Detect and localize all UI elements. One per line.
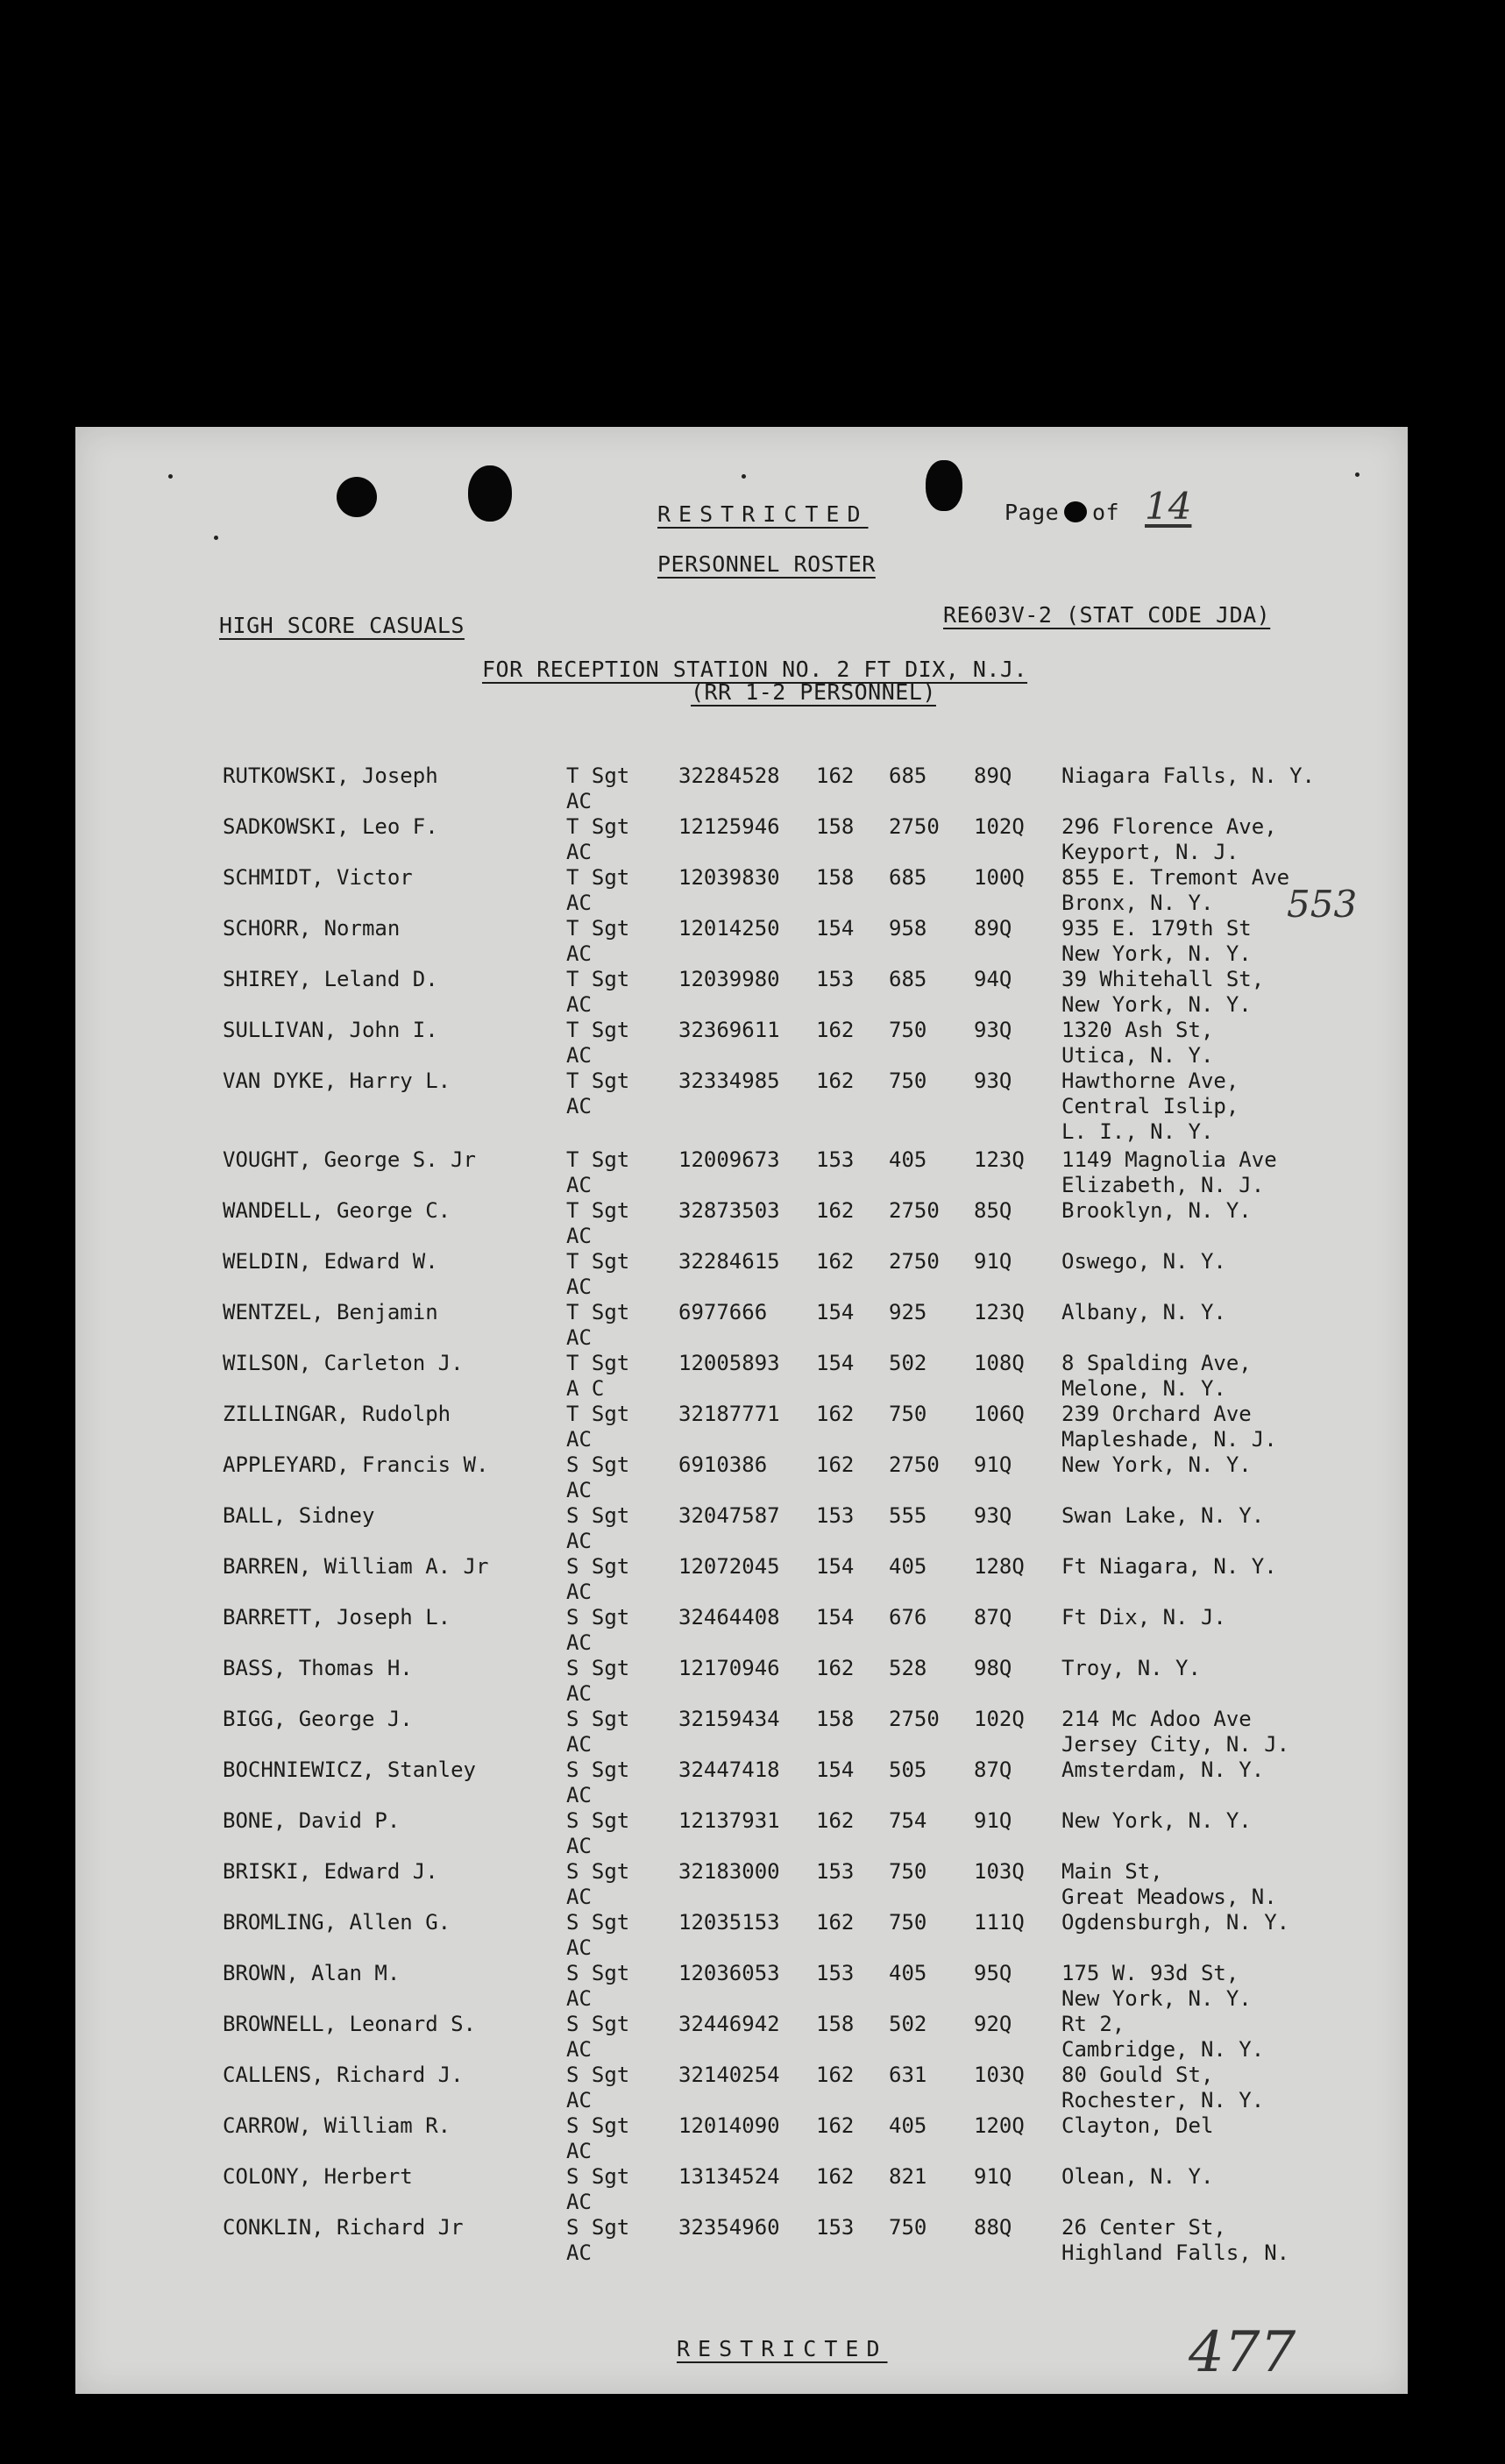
table-row: [75, 916, 1408, 967]
component-code: AC: [566, 1094, 592, 1118]
address-line: New York, N. Y.: [1061, 941, 1252, 966]
component-code: AC: [566, 1427, 592, 1452]
component-code: AC: [566, 1580, 592, 1604]
classification-header: RESTRICTED: [657, 501, 869, 527]
mos-code: 158: [816, 2012, 855, 2036]
component-code: AC: [566, 1529, 592, 1553]
mos-code: 154: [816, 1554, 855, 1579]
mos-code: 154: [816, 1757, 855, 1782]
grade: T Sgt: [566, 1147, 630, 1172]
serial-number: 12014250: [678, 916, 780, 941]
grade: T Sgt: [566, 1300, 630, 1324]
serial-number: 32284615: [678, 1249, 780, 1274]
points: 750: [889, 1402, 927, 1426]
grade: T Sgt: [566, 814, 630, 839]
grade: S Sgt: [566, 2012, 630, 2036]
soldier-name: WILSON, Carleton J.: [223, 1351, 464, 1375]
serial-number: 12035153: [678, 1910, 780, 1935]
serial-number: 12009673: [678, 1147, 780, 1172]
grade: S Sgt: [566, 2215, 630, 2240]
bottom-annotation-number: 477: [1189, 2320, 1296, 2385]
component-code: AC: [566, 2240, 592, 2265]
address-line: 39 Whitehall St,: [1061, 967, 1265, 991]
mos-code: 154: [816, 1351, 855, 1375]
grade: T Sgt: [566, 1018, 630, 1042]
points: 750: [889, 1018, 927, 1042]
mos-code: 158: [816, 1707, 855, 1731]
page-title: PERSONNEL ROSTER: [657, 551, 876, 577]
address-line: Cambridge, N. Y.: [1061, 2037, 1265, 2062]
grade: S Sgt: [566, 1757, 630, 1782]
mos-code: 153: [816, 967, 855, 991]
table-row: [75, 1147, 1408, 1198]
mos-code: 162: [816, 763, 855, 788]
serial-number: 32334985: [678, 1069, 780, 1093]
destination-line: FOR RECEPTION STATION NO. 2 FT DIX, N.J.: [482, 657, 1028, 682]
table-row: [75, 1198, 1408, 1249]
score: 94Q: [974, 967, 1012, 991]
score: 103Q: [974, 1859, 1025, 1884]
address-line: Amsterdam, N. Y.: [1061, 1757, 1265, 1782]
points: 958: [889, 916, 927, 941]
serial-number: 12039980: [678, 967, 780, 991]
address-line: Rochester, N. Y.: [1061, 2088, 1265, 2113]
grade: T Sgt: [566, 916, 630, 941]
score: 87Q: [974, 1757, 1012, 1782]
score: 93Q: [974, 1503, 1012, 1528]
component-code: A C: [566, 1376, 605, 1401]
grade: T Sgt: [566, 1249, 630, 1274]
score: 123Q: [974, 1300, 1025, 1324]
points: 2750: [889, 1249, 940, 1274]
serial-number: 32354960: [678, 2215, 780, 2240]
soldier-name: CARROW, William R.: [223, 2113, 451, 2138]
soldier-name: RUTKOWSKI, Joseph: [223, 763, 438, 788]
soldier-name: COLONY, Herbert: [223, 2164, 413, 2189]
score: 98Q: [974, 1656, 1012, 1680]
table-row: [75, 814, 1408, 865]
mos-code: 162: [816, 1069, 855, 1093]
component-code: AC: [566, 1935, 592, 1960]
grade: T Sgt: [566, 967, 630, 991]
table-row: [75, 1018, 1408, 1069]
score: 100Q: [974, 865, 1025, 890]
component-code: AC: [566, 891, 592, 915]
address-line: Central Islip,: [1061, 1094, 1239, 1118]
points: 555: [889, 1503, 927, 1528]
component-code: AC: [566, 1783, 592, 1807]
side-annotation-number: 553: [1287, 883, 1358, 926]
address-line: Oswego, N. Y.: [1061, 1249, 1226, 1274]
table-row: [75, 1961, 1408, 2012]
score: 91Q: [974, 2164, 1012, 2189]
serial-number: 13134524: [678, 2164, 780, 2189]
soldier-name: BONE, David P.: [223, 1808, 401, 1833]
address-line: Melone, N. Y.: [1061, 1376, 1226, 1401]
score: 91Q: [974, 1808, 1012, 1833]
grade: T Sgt: [566, 1198, 630, 1223]
grade: S Sgt: [566, 2063, 630, 2087]
mos-code: 153: [816, 1147, 855, 1172]
table-row: [75, 1069, 1408, 1144]
score: 91Q: [974, 1452, 1012, 1477]
mos-code: 162: [816, 1808, 855, 1833]
points: 405: [889, 1554, 927, 1579]
address-line: Brooklyn, N. Y.: [1061, 1198, 1252, 1223]
points: 754: [889, 1808, 927, 1833]
serial-number: 12005893: [678, 1351, 780, 1375]
score: 85Q: [974, 1198, 1012, 1223]
soldier-name: WENTZEL, Benjamin: [223, 1300, 438, 1324]
component-code: AC: [566, 2088, 592, 2113]
document-page: [75, 427, 1408, 2394]
score: 108Q: [974, 1351, 1025, 1375]
component-code: AC: [566, 1173, 592, 1197]
points: 685: [889, 865, 927, 890]
score: 89Q: [974, 916, 1012, 941]
address-line: 239 Orchard Ave: [1061, 1402, 1252, 1426]
address-line: L. I., N. Y.: [1061, 1119, 1214, 1144]
grade: S Sgt: [566, 1656, 630, 1680]
mos-code: 162: [816, 1018, 855, 1042]
grade: S Sgt: [566, 1452, 630, 1477]
serial-number: 32447418: [678, 1757, 780, 1782]
serial-number: 12125946: [678, 814, 780, 839]
soldier-name: BROWN, Alan M.: [223, 1961, 401, 1985]
unit-name: HIGH SCORE CASUALS: [219, 613, 465, 638]
address-line: Jersey City, N. J.: [1061, 1732, 1290, 1757]
soldier-name: WELDIN, Edward W.: [223, 1249, 438, 1274]
table-row: [75, 2215, 1408, 2266]
score: 93Q: [974, 1069, 1012, 1093]
score: 87Q: [974, 1605, 1012, 1630]
address-line: Ogdensburgh, N. Y.: [1061, 1910, 1290, 1935]
address-line: 80 Gould St,: [1061, 2063, 1214, 2087]
soldier-name: CONKLIN, Richard Jr: [223, 2215, 464, 2240]
page-label: Page: [1005, 500, 1060, 525]
table-row: [75, 1808, 1408, 1859]
mos-code: 158: [816, 865, 855, 890]
component-code: AC: [566, 1986, 592, 2011]
mos-code: 162: [816, 1198, 855, 1223]
serial-number: 32140254: [678, 2063, 780, 2087]
grade: S Sgt: [566, 1910, 630, 1935]
points: 750: [889, 2215, 927, 2240]
serial-number: 6977666: [678, 1300, 768, 1324]
mos-code: 162: [816, 2164, 855, 2189]
address-line: Clayton, Del: [1061, 2113, 1214, 2138]
grade: S Sgt: [566, 1503, 630, 1528]
points: 2750: [889, 1707, 940, 1731]
table-row: [75, 1351, 1408, 1402]
punch-hole-right: [926, 460, 962, 511]
component-code: AC: [566, 1224, 592, 1248]
score: 123Q: [974, 1147, 1025, 1172]
score: 102Q: [974, 1707, 1025, 1731]
page-number-blot: [1064, 501, 1087, 522]
grade: T Sgt: [566, 1351, 630, 1375]
address-line: Great Meadows, N.: [1061, 1885, 1277, 1909]
address-line: Ft Niagara, N. Y.: [1061, 1554, 1277, 1579]
grade: S Sgt: [566, 1961, 630, 1985]
points: 685: [889, 967, 927, 991]
component-code: AC: [566, 1630, 592, 1655]
component-code: AC: [566, 1834, 592, 1858]
soldier-name: SULLIVAN, John I.: [223, 1018, 438, 1042]
serial-number: 32464408: [678, 1605, 780, 1630]
classification-footer: RESTRICTED: [677, 2336, 888, 2361]
points: 2750: [889, 814, 940, 839]
grade: S Sgt: [566, 1605, 630, 1630]
table-row: [75, 1503, 1408, 1554]
address-line: 1320 Ash St,: [1061, 1018, 1214, 1042]
table-row: [75, 1554, 1408, 1605]
soldier-name: WANDELL, George C.: [223, 1198, 451, 1223]
serial-number: 32159434: [678, 1707, 780, 1731]
score: 91Q: [974, 1249, 1012, 1274]
serial-number: 12014090: [678, 2113, 780, 2138]
table-row: [75, 1656, 1408, 1707]
table-row: [75, 1402, 1408, 1452]
soldier-name: BROWNELL, Leonard S.: [223, 2012, 476, 2036]
paper-speck: [1355, 472, 1359, 477]
serial-number: 32183000: [678, 1859, 780, 1884]
grade: S Sgt: [566, 1707, 630, 1731]
address-line: Mapleshade, N. J.: [1061, 1427, 1277, 1452]
address-line: Rt 2,: [1061, 2012, 1125, 2036]
table-row: [75, 2164, 1408, 2215]
serial-number: 12137931: [678, 1808, 780, 1833]
serial-number: 12036053: [678, 1961, 780, 1985]
points: 502: [889, 2012, 927, 2036]
soldier-name: VAN DYKE, Harry L.: [223, 1069, 451, 1093]
component-code: AC: [566, 789, 592, 813]
grade: S Sgt: [566, 2113, 630, 2138]
points: 2750: [889, 1452, 940, 1477]
table-row: [75, 967, 1408, 1018]
address-line: Utica, N. Y.: [1061, 1043, 1214, 1068]
score: 102Q: [974, 814, 1025, 839]
points: 405: [889, 1147, 927, 1172]
score: 89Q: [974, 763, 1012, 788]
address-line: Ft Dix, N. J.: [1061, 1605, 1226, 1630]
table-row: [75, 2063, 1408, 2113]
points: 676: [889, 1605, 927, 1630]
address-line: Olean, N. Y.: [1061, 2164, 1214, 2189]
address-line: New York, N. Y.: [1061, 1808, 1252, 1833]
points: 631: [889, 2063, 927, 2087]
soldier-name: BARREN, William A. Jr: [223, 1554, 489, 1579]
soldier-name: SADKOWSKI, Leo F.: [223, 814, 438, 839]
address-line: 1149 Magnolia Ave: [1061, 1147, 1277, 1172]
points: 685: [889, 763, 927, 788]
component-code: AC: [566, 1325, 592, 1350]
stat-code: RE603V-2 (STAT CODE JDA): [943, 602, 1271, 628]
address-line: Swan Lake, N. Y.: [1061, 1503, 1265, 1528]
mos-code: 153: [816, 1503, 855, 1528]
grade: T Sgt: [566, 1069, 630, 1093]
table-row: [75, 1859, 1408, 1910]
address-line: New York, N. Y.: [1061, 992, 1252, 1017]
soldier-name: APPLEYARD, Francis W.: [223, 1452, 489, 1477]
serial-number: 32047587: [678, 1503, 780, 1528]
component-code: AC: [566, 941, 592, 966]
serial-number: 32187771: [678, 1402, 780, 1426]
serial-number: 32284528: [678, 763, 780, 788]
grade: T Sgt: [566, 763, 630, 788]
mos-code: 153: [816, 2215, 855, 2240]
serial-number: 32369611: [678, 1018, 780, 1042]
paper-speck: [168, 474, 173, 479]
soldier-name: BIGG, George J.: [223, 1707, 413, 1731]
table-row: [75, 1757, 1408, 1808]
component-code: AC: [566, 1885, 592, 1909]
serial-number: 6910386: [678, 1452, 768, 1477]
address-line: Main St,: [1061, 1859, 1163, 1884]
component-code: AC: [566, 1681, 592, 1706]
soldier-name: BASS, Thomas H.: [223, 1656, 413, 1680]
points: 925: [889, 1300, 927, 1324]
sub-destination-line: (RR 1-2 PERSONNEL): [691, 679, 936, 705]
component-code: AC: [566, 1732, 592, 1757]
mos-code: 154: [816, 1605, 855, 1630]
grade: T Sgt: [566, 1402, 630, 1426]
soldier-name: SCHMIDT, Victor: [223, 865, 413, 890]
serial-number: 12039830: [678, 865, 780, 890]
serial-number: 12072045: [678, 1554, 780, 1579]
mos-code: 162: [816, 2113, 855, 2138]
points: 750: [889, 1859, 927, 1884]
component-code: AC: [566, 2037, 592, 2062]
serial-number: 32446942: [678, 2012, 780, 2036]
component-code: AC: [566, 1275, 592, 1299]
address-line: 26 Center St,: [1061, 2215, 1226, 2240]
soldier-name: BOCHNIEWICZ, Stanley: [223, 1757, 476, 1782]
score: 92Q: [974, 2012, 1012, 2036]
grade: T Sgt: [566, 865, 630, 890]
soldier-name: ZILLINGAR, Rudolph: [223, 1402, 451, 1426]
table-row: [75, 763, 1408, 814]
soldier-name: CALLENS, Richard J.: [223, 2063, 464, 2087]
mos-code: 154: [816, 916, 855, 941]
punch-hole-middle: [468, 465, 512, 522]
table-row: [75, 865, 1408, 916]
soldier-name: BALL, Sidney: [223, 1503, 375, 1528]
score: 120Q: [974, 2113, 1025, 2138]
mos-code: 162: [816, 1249, 855, 1274]
mos-code: 153: [816, 1859, 855, 1884]
mos-code: 162: [816, 2063, 855, 2087]
score: 128Q: [974, 1554, 1025, 1579]
address-line: Hawthorne Ave,: [1061, 1069, 1239, 1093]
address-line: Elizabeth, N. J.: [1061, 1173, 1265, 1197]
table-row: [75, 1605, 1408, 1656]
table-row: [75, 2113, 1408, 2164]
points: 821: [889, 2164, 927, 2189]
address-line: Highland Falls, N.: [1061, 2240, 1290, 2265]
serial-number: 32873503: [678, 1198, 780, 1223]
address-line: Troy, N. Y.: [1061, 1656, 1201, 1680]
page-of-label: of: [1092, 500, 1120, 525]
address-line: Niagara Falls, N. Y.: [1061, 763, 1315, 788]
address-line: Keyport, N. J.: [1061, 840, 1239, 864]
soldier-name: VOUGHT, George S. Jr: [223, 1147, 476, 1172]
address-line: 935 E. 179th St: [1061, 916, 1252, 941]
score: 103Q: [974, 2063, 1025, 2087]
soldier-name: BARRETT, Joseph L.: [223, 1605, 451, 1630]
grade: S Sgt: [566, 1554, 630, 1579]
table-row: [75, 1910, 1408, 1961]
component-code: AC: [566, 1043, 592, 1068]
points: 750: [889, 1069, 927, 1093]
component-code: AC: [566, 992, 592, 1017]
points: 502: [889, 1351, 927, 1375]
table-row: [75, 2012, 1408, 2063]
mos-code: 158: [816, 814, 855, 839]
address-line: New York, N. Y.: [1061, 1452, 1252, 1477]
soldier-name: BRISKI, Edward J.: [223, 1859, 438, 1884]
points: 405: [889, 1961, 927, 1985]
address-line: New York, N. Y.: [1061, 1986, 1252, 2011]
table-row: [75, 1452, 1408, 1503]
grade: S Sgt: [566, 1808, 630, 1833]
component-code: AC: [566, 840, 592, 864]
serial-number: 12170946: [678, 1656, 780, 1680]
points: 2750: [889, 1198, 940, 1223]
component-code: AC: [566, 2190, 592, 2214]
address-line: 296 Florence Ave,: [1061, 814, 1277, 839]
points: 405: [889, 2113, 927, 2138]
table-row: [75, 1249, 1408, 1300]
address-line: Bronx, N. Y.: [1061, 891, 1214, 915]
soldier-name: SCHORR, Norman: [223, 916, 401, 941]
soldier-name: SHIREY, Leland D.: [223, 967, 438, 991]
page-total: 14: [1145, 485, 1192, 528]
score: 106Q: [974, 1402, 1025, 1426]
mos-code: 162: [816, 1402, 855, 1426]
soldier-name: BROMLING, Allen G.: [223, 1910, 451, 1935]
punch-hole-left: [337, 477, 377, 517]
address-line: 855 E. Tremont Ave: [1061, 865, 1290, 890]
address-line: 214 Mc Adoo Ave: [1061, 1707, 1252, 1731]
address-line: Albany, N. Y.: [1061, 1300, 1226, 1324]
table-row: [75, 1707, 1408, 1757]
component-code: AC: [566, 2139, 592, 2163]
score: 95Q: [974, 1961, 1012, 1985]
score: 93Q: [974, 1018, 1012, 1042]
grade: S Sgt: [566, 1859, 630, 1884]
address-line: 175 W. 93d St,: [1061, 1961, 1239, 1985]
table-row: [75, 1300, 1408, 1351]
paper-speck: [214, 536, 218, 540]
points: 505: [889, 1757, 927, 1782]
mos-code: 162: [816, 1452, 855, 1477]
points: 750: [889, 1910, 927, 1935]
grade: S Sgt: [566, 2164, 630, 2189]
mos-code: 153: [816, 1961, 855, 1985]
score: 111Q: [974, 1910, 1025, 1935]
score: 88Q: [974, 2215, 1012, 2240]
points: 528: [889, 1656, 927, 1680]
mos-code: 154: [816, 1300, 855, 1324]
paper-speck: [742, 474, 746, 479]
component-code: AC: [566, 1478, 592, 1502]
address-line: 8 Spalding Ave,: [1061, 1351, 1252, 1375]
mos-code: 162: [816, 1656, 855, 1680]
mos-code: 162: [816, 1910, 855, 1935]
